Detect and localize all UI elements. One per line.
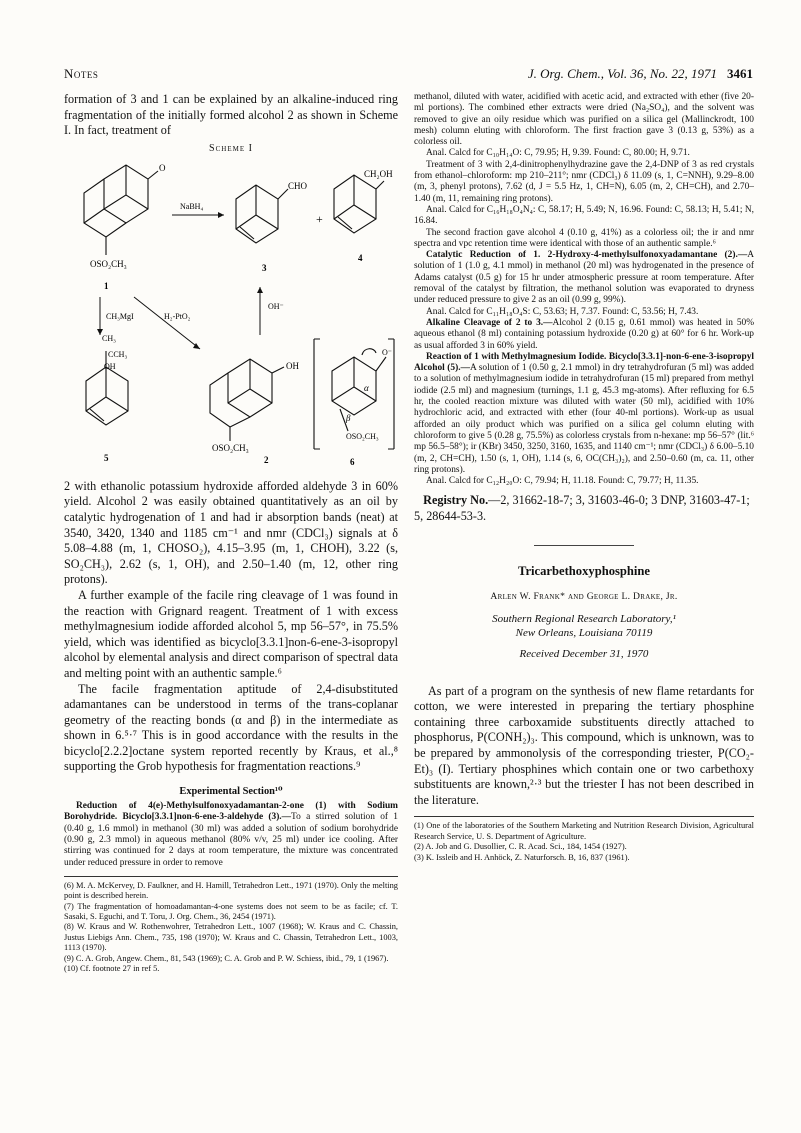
registry-label: Registry No. [423, 493, 489, 508]
analysis-line: Anal. Calcd for C₁₂H₂₀O: C, 79.94; H, 11.18. Found: C, 79.77; H, 11.35. [426, 476, 699, 487]
experimental-title: Reaction of 1 with Methylmagnesium Iodide. Bicyclo[3.3.1]-non-6-ene-3-isopropyl Alcohol (5).— [414, 351, 754, 374]
footnote: (8) W. Kraus and W. Rothenwohrer, Tetrahedron Lett., 1007 (1968); W. Kraus and C. Chassin, Justus Liebigs Ann. Chem., 735, 198 (1970); W. Kraus and C. Chassin, Tetrahedron Lett., 1003, 1113 (1970). [64, 922, 398, 953]
journal-name: J. Org. Chem., Vol. 36, No. 22, 1971 [527, 66, 717, 81]
footnote: (1) One of the laboratories of the Southern Marketing and Nutrition Research Division, Agricultural Research Service, U. S. Department of Agriculture. [414, 821, 754, 841]
label-cpd4: 4 [358, 252, 363, 263]
compound-1 [84, 165, 158, 255]
paragraph: The facile fragmentation aptitude of 2,4-disubstituted adamantanes can be understood in terms of the trans-coplanar geometry of the reacting bonds (α and β) in the intermediate as shown in 6.⁵·⁷ This is in good accordance with the results in the bicyclo[2.2.2]octane system reported recently by Kraus, et al.,⁸ supporting the Grob hypothesis for fragmentation reactions.⁹ [64, 681, 398, 774]
paragraph: 2 with ethanolic potassium hydroxide afforded aldehyde 3 in 60% yield. Alcohol 2 was easily obtained quantitatively as an oil by catalytic hydrogenation of 1 and had ir absorption bands (neat) at 3540, 3420, 1340 and 1185 cm⁻¹ and nmr (CDCl₃) signals at δ 5.08–4.88 (m, 1, CHOSO₂), 4.15–3.95 (m, 1, CHOH), 3.22 (s, SO₂CH₃), 2.62 (s, 1, OH), and 2.50–1.40 (m, 12, other ring protons). [64, 478, 398, 587]
label-oh-5: OH [104, 361, 116, 371]
affiliation-line: New Orleans, Louisiana 70119 [515, 626, 653, 639]
scheme-diagram [64, 159, 398, 469]
experimental-heading: Experimental Section¹⁰ [179, 786, 283, 798]
label-cpd6: 6 [350, 456, 355, 467]
label-oso2ch3-6: OSO₂CH₃ [346, 431, 379, 441]
label-o: O [159, 162, 166, 173]
running-header [64, 66, 753, 84]
scheme-title: Scheme I [209, 142, 253, 154]
article-divider [534, 545, 634, 546]
footnote: (9) C. A. Grob, Angew. Chem., 81, 543 (1969); C. A. Grob and P. W. Schiess, ibid., 79, 1 (1967). [64, 953, 389, 963]
label-oso2ch3: OSO₂CH₃ [90, 258, 127, 269]
label-h2pto2: H₂-PtO₂ [164, 311, 191, 321]
paragraph: As part of a program on the synthesis of new flame retardants for cotton, we were interested in preparing the tertiary phosphine containing three carboxamide substituents directly attached to phosphorus, P(CONH₂)₃. This compound, which is unknown, was to be prepared by ammonolysis of the corresponding triester, P(CO₂-Et)₃ (I). Tertiary phosphines which contain one or two carbethoxy substituents are known,²·³ but the triester I has not been described in the literature. [414, 683, 754, 807]
label-beta: β [346, 412, 351, 423]
scheme-1 [64, 143, 398, 473]
label-cch3: CCH₃ [108, 349, 128, 359]
page-number: 3461 [727, 66, 753, 81]
label-cpd2: 2 [264, 454, 269, 465]
footnote: (2) A. Job and G. Dusollier, C. R. Acad. Sci., 184, 1454 (1927). [414, 842, 627, 852]
experimental-paragraph [414, 250, 754, 306]
analysis-line: Anal. Calcd for C₁₆H₁₈O₄N₄: C, 58.17; H, 5.49; N, 16.96. Found: C, 58.13; H, 5.41; N, 16.84. [414, 204, 754, 227]
label-o-minus: O⁻ [382, 347, 392, 357]
label-oh-minus: OH⁻ [268, 301, 284, 311]
experimental-body: Alcohol 2 (0.15 g, 0.61 mmol) was heated in 50% aqueous ethanol (8 ml) containing potassium hydroxide (0.20 g) at 60° for 6 hr. Work-up as usual afforded 3 in 60% yield. [414, 317, 755, 351]
journal-citation [528, 66, 753, 82]
label-alpha: α [364, 382, 369, 393]
registry-numbers [414, 493, 754, 524]
registry-values: —2, 31662-18-7; 3, 31603-46-0; 3 DNP, 31603-47-1; 5, 28644-53-3. [414, 493, 750, 523]
affiliation-line: Southern Regional Research Laboratory,¹ [492, 612, 676, 625]
label-ch3: CH₃ [102, 333, 116, 343]
compound-2 [210, 359, 284, 441]
experimental-paragraph [64, 801, 398, 869]
footnote-rule [414, 816, 754, 817]
right-column [414, 92, 754, 863]
label-cpd1: 1 [104, 280, 109, 291]
experimental-paragraph [414, 352, 754, 476]
analysis-line: Anal. Calcd for C₁₀H₁₄O: C, 79.95; H, 9.39. Found: C, 80.00; H, 9.71. [426, 148, 690, 159]
label-cho: CHO [288, 180, 308, 191]
label-oso2ch3-2: OSO₂CH₃ [212, 442, 249, 453]
article-title: Tricarbethoxyphosphine [517, 563, 651, 578]
compound-4 [334, 175, 384, 233]
label-nabh4: NaBH₄ [180, 201, 204, 211]
experimental-paragraph [414, 318, 754, 352]
footnote: (10) Cf. footnote 27 in ref 5. [64, 964, 160, 974]
experimental-title: Alkaline Cleavage of 2 to 3.— [426, 317, 553, 328]
paragraph: A further example of the facile ring cleavage of 1 was found in the reaction with Grignard reagent. Treatment of 1 with excess methylmagnesium iodide afforded alcohol 5, mp 56–57°, in 75.5% yield, which was identified as bicyclo[3.3.1]non-6-ene-3-isopropyl alcohol by elemental analysis and direct comparison of spectral data and melting point with an authentic sample.⁶ [64, 587, 398, 680]
experimental-title: Reduction of 4(e)-Methylsulfonoxyadamantan-2-one (1) with Sodium Borohydride. Bicyclo[3.3.1]non-6-ene-3-aldehyde (3).— [64, 801, 398, 823]
compound-3 [236, 185, 288, 243]
label-ch2oh: CH₂OH [364, 168, 393, 179]
footnote: (6) M. A. McKervey, D. Faulkner, and H. Hamill, Tetrahedron Lett., 1971 (1970). Only the melting point is described herein. [64, 880, 398, 901]
label-cpd5: 5 [104, 452, 109, 463]
received-date: Received December 31, 1970 [519, 647, 649, 660]
paragraph: formation of 3 and 1 can be explained by an alkaline-induced ring fragmentation of the initially formed alcohol 2 as shown in Scheme I. In fact, treatment of [64, 92, 398, 138]
label-ch3mgi: CH₃MgI [106, 311, 134, 321]
footnote: (3) K. Issleib and H. Anhöck, Z. Naturforsch. B, 16, 837 (1961). [414, 852, 630, 862]
left-column [64, 92, 398, 975]
footnote: (7) The fragmentation of homoadamantan-4-one systems does not seem to be as facile; cf. T. Sasaki, S. Eguchi, and T. Toru, J. Org. Chem., 36, 2454 (1971). [64, 901, 398, 922]
article-authors: Arlen W. Frank* and George L. Drake, Jr. [490, 590, 678, 602]
label-cpd3: 3 [262, 262, 267, 273]
affiliation [414, 612, 754, 640]
experimental-paragraph: methanol, diluted with water, acidified with acetic acid, and extracted with ether (five 20-ml portions). The combined ether extracts were dried (Na₂SO₄), and the solvent was removed to give an oily residue which was purified on a silica gel (Mallinckrodt, 100 mesh) column eluting with chloroform. The first fraction gave 3 (0.13 g, 53%) as a colorless oil. [414, 92, 754, 148]
experimental-body: A solution of 1 (0.50 g, 2.1 mmol) in dry tetrahydrofuran (5 ml) was added to a solution of methylmagnesium iodide in tetrahydrofuran (15 ml) prepared from methyl iodide (2.5 ml) and magnesium (turnings, 1.1 g, 45.3 mg-atoms). After refluxing for 6.5 hr, the cooled reaction mixture was diluted with water (50 ml), acidified with 10% hydrochloric acid, and extracted with ether (four 40-ml portions). Work-up as usual afforded an oily product which was purified on a silica gel column eluting with chloroform to give 5 (0.28 g, 75.5%) as colorless crystals from n-hexane: mp 56–57° (lit.⁶ mp 56.5–58°); ir (KBr) 3450, 3250, 3160, 1635, and 1140 cm⁻¹; nmr (CDCl₃) δ 6.00–5.10 (m, 2, CH=CH), 1.50 (s, 1, OH), 1.14 (s, 6, OC(CH₃)₂), and 2.50–0.60 (m, ca. 11, other ring protons). [414, 363, 754, 475]
experimental-paragraph: The second fraction gave alcohol 4 (0.10 g, 41%) as a colorless oil; the ir and nmr spectra and vpc retention time were identical with those of an authentic sample.⁶ [414, 227, 754, 249]
experimental-paragraph: Treatment of 3 with 2,4-dinitrophenylhydrazine gave the 2,4-DNP of 3 as red crystals from ethanol–chloroform: mp 210–211°; nmr (CDCl₃) δ 11.09 (s, 1, C=NNH), 9.29–8.00 (m, 3, phenyl protons), 7.62 (d, J = 5.5 Hz, 1, CH=N), 6.05 (m, 2, CH=CH), and 2.70–1.40 (m, 11, remaining ring protons). [414, 159, 754, 204]
analysis-line: Anal. Calcd for C₁₁H₁₈O₄S: C, 53.63; H, 7.37. Found: C, 53.56; H, 7.43. [426, 306, 699, 317]
section-label: Notes [64, 66, 99, 81]
experimental-body: A solution of 1 (1.0 g, 4.1 mmol) in methanol (20 ml) was hydrogenated in the presence of Adams catalyst (0.5 g) for 15 hr under atmospheric pressure at room temperature. After removal of the catalyst by filtration, the methanol solution was evaporated to dryness under reduced pressure to give 2 as an oil (0.99 g, 99%). [414, 250, 754, 306]
label-plus: + [316, 211, 323, 226]
label-oh-2: OH [286, 360, 299, 371]
footnote-rule [64, 876, 398, 877]
arrow-h2pto2 [134, 297, 200, 349]
experimental-title: Catalytic Reduction of 1. 2-Hydroxy-4-methylsulfonoxyadamantane (2).— [426, 250, 748, 261]
experimental-body: To a stirred solution of 1 (0.40 g, 1.6 mmol) in methanol (30 ml) was added a solution of sodium borohydride (0.90 g, 2.3 mmol) in aqueous methanol (80% v/v, 25 ml) under ice cooling. After stirring was continued for 2 days at room temperature, the mixture was concentrated under reduced pressure in order to remove [64, 812, 398, 868]
